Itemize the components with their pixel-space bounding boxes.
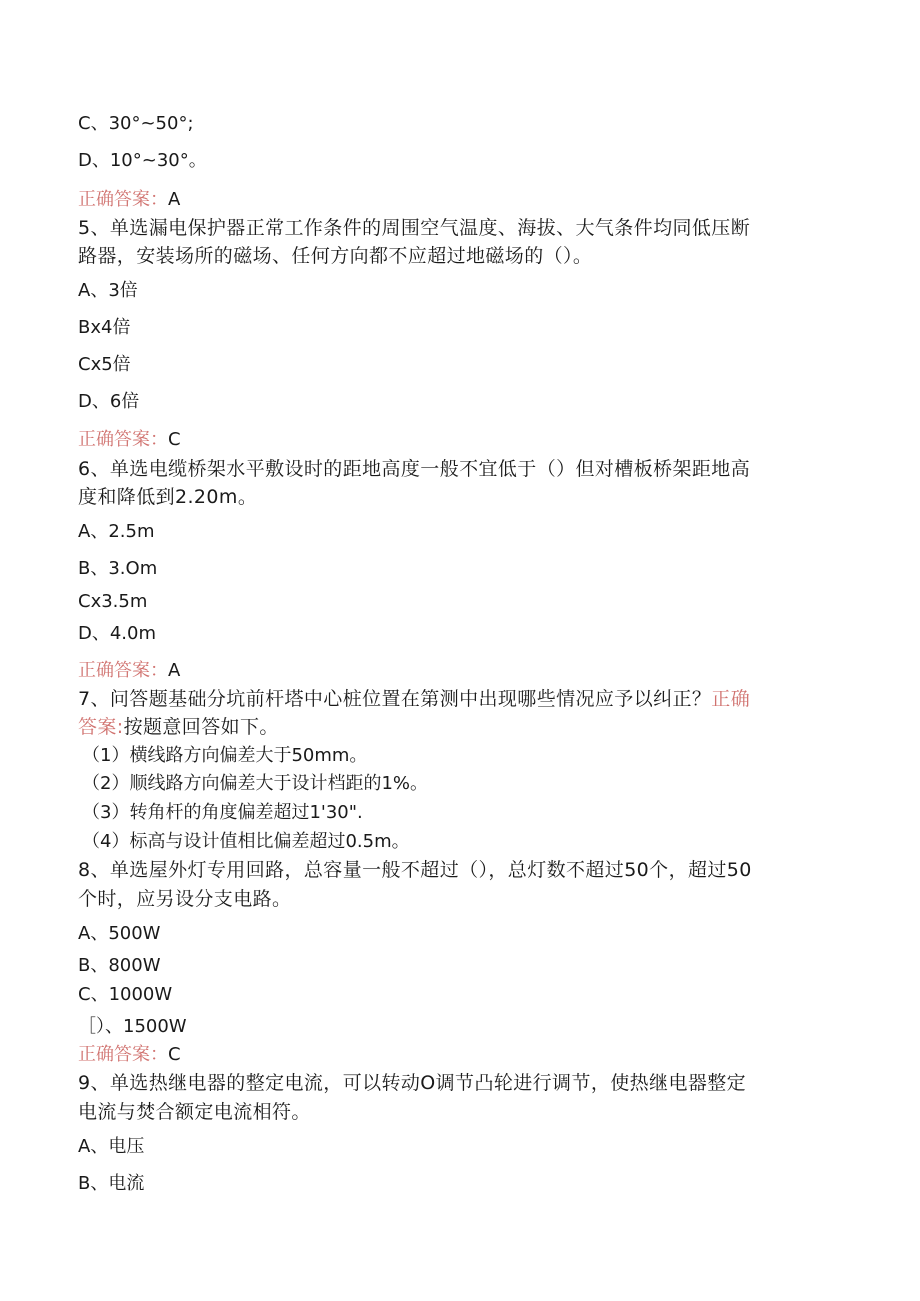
option-a: A、2.5m xyxy=(78,521,155,542)
option-b: B、电流 xyxy=(78,1173,145,1194)
option-c: Cx3.5m xyxy=(78,591,148,612)
correct-answer xyxy=(78,659,180,683)
option-d: ［）、1500W xyxy=(78,1016,187,1037)
question-8: 8、单选屋外灯专用回路，总容量一般不超过（），总灯数不超过50个，超过50 xyxy=(78,859,752,881)
correct-answer xyxy=(78,428,181,452)
question-9-cont: 电流与焚合额定电流相符。 xyxy=(78,1101,311,1123)
answer-value: C xyxy=(168,1044,181,1065)
answer-label: 正确答案： xyxy=(78,660,168,681)
question-6: 6、单选电缆桥架水平敷设时的距地高度一般不宜低于（）但对槽板桥架距地高 xyxy=(78,458,751,480)
question-9: 9、单选热继电器的整定电流，可以转动O调节凸轮进行调节，使热继电器整定 xyxy=(78,1072,747,1094)
option-b: B、3.Om xyxy=(78,558,158,579)
option-d: D、4.0m xyxy=(78,623,157,644)
answer-label: 正确答案： xyxy=(78,1044,168,1065)
question-5-cont: 路器，安装场所的磁场、任何方向都不应超过地磁场的（）。 xyxy=(78,245,593,267)
answer-label: 正确答案： xyxy=(78,189,168,210)
correct-answer xyxy=(78,1043,181,1067)
question-5: 5、单选漏电保护器正常工作条件的周围空气温度、海拔、大气条件均同低压断 xyxy=(78,217,751,239)
option-d: D、6倍 xyxy=(78,391,140,412)
answer-label: 正确答案： xyxy=(78,429,168,450)
question-7-answer xyxy=(78,715,279,739)
answer-point-4: （4）标高与设计值相比偏差超过0.5m。 xyxy=(82,831,410,852)
option-b: Bx4倍 xyxy=(78,317,131,338)
answer-label-part: 答案: xyxy=(78,716,124,738)
answer-point-3: （3）转角杆的角度偏差超过1'30". xyxy=(82,802,363,823)
answer-value: 按题意回答如下。 xyxy=(123,716,279,738)
answer-value: A xyxy=(168,660,181,681)
option-a: A、3倍 xyxy=(78,280,138,301)
option-c: Cx5倍 xyxy=(78,354,131,375)
option-d: D、10°~30°。 xyxy=(78,150,207,171)
answer-value: C xyxy=(168,429,181,450)
option-c: C、30°~50°; xyxy=(78,113,194,134)
answer-label-part: 正确 xyxy=(711,688,751,710)
option-b: B、800W xyxy=(78,955,161,976)
option-c: C、1000W xyxy=(78,984,173,1005)
question-8-cont: 个时，应另设分支电路。 xyxy=(78,888,292,910)
question-7: 7、问答题基础分坑前杆塔中心桩位置在第测中出现哪些情况应予以纠正？正确 xyxy=(78,688,751,710)
question-6-cont: 度和降低到2.20m。 xyxy=(78,486,258,508)
answer-point-2: （2）顺线路方向偏差大于设计档距的1%。 xyxy=(82,773,429,794)
option-a: A、500W xyxy=(78,923,161,944)
correct-answer xyxy=(78,188,180,212)
option-a: A、电压 xyxy=(78,1136,145,1157)
answer-point-1: （1）横线路方向偏差大于50mm。 xyxy=(82,745,368,766)
answer-value: A xyxy=(168,189,181,210)
